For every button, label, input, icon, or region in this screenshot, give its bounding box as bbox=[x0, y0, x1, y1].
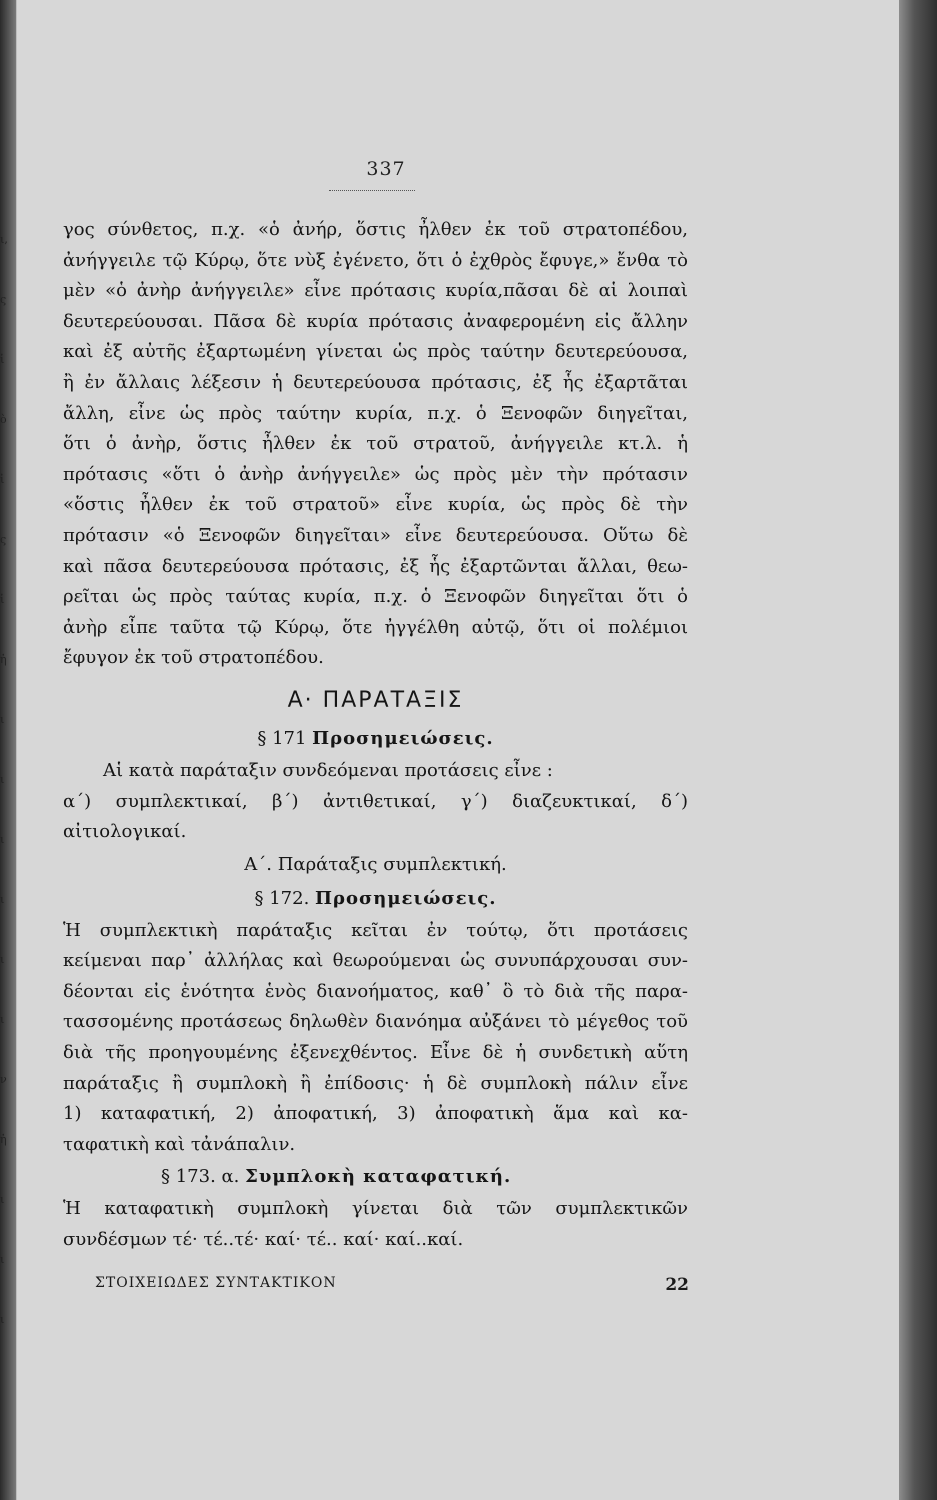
text-line: ρεῖται ὡς πρὸς ταύτας κυρία, π.χ. ὁ Ξενοφῶν διηγεῖται ὅτι ὁ bbox=[63, 586, 688, 608]
footer-title: ΣΤΟΙΧΕΙΩΔΕΣ ΣΥΝΤΑΚΤΙΚΟΝ bbox=[95, 1275, 337, 1291]
edge-char: ι bbox=[0, 893, 5, 906]
text-line: δέονται εἰς ἑνότητα ἑνὸς διανοήματος, καθ᾽ ὃ τὸ διὰ τῆς παρα- bbox=[63, 980, 688, 1002]
edge-char: ἡ bbox=[0, 1133, 7, 1146]
text-line: πρότασις «ὅτι ὁ ἀνὴρ ἀνήγγειλε» ὡς πρὸς μὲν τὴν πρότασιν bbox=[63, 463, 688, 485]
edge-char: ἱ bbox=[0, 593, 5, 606]
paragraph-173 bbox=[63, 1194, 688, 1255]
edge-char: ἡ bbox=[0, 653, 7, 666]
text-line: ἀνὴρ εἶπε ταῦτα τῷ Κύρῳ, ὅτε ἠγγέλθη αὐτῷ, ὅτι οἱ πολέμιοι bbox=[63, 616, 688, 638]
edge-char: ς bbox=[0, 533, 7, 546]
section-title: Προσημειώσεις. bbox=[312, 727, 494, 749]
text-line: συνδέσμων τέ· τέ..τέ· καί· τέ.. καί· καί..καί. bbox=[63, 1229, 464, 1251]
page-number-rule bbox=[329, 190, 415, 191]
text-line: ἢ ἐν ἄλλαις λέξεσιν ἡ δευτερεύουσα πρότασις, ἐξ ἧς ἐξαρτᾶται bbox=[63, 371, 688, 393]
text-line: Ἡ συμπλεκτικὴ παράταξις κεῖται ἐν τούτῳ, ὅτι προτάσεις bbox=[63, 919, 688, 941]
section-title: Προσημειώσεις. bbox=[315, 887, 497, 909]
section-number: § 173. α. bbox=[161, 1166, 240, 1188]
subsection-heading: Α΄. Παράταξις συμπλεκτική. bbox=[244, 853, 507, 875]
text-line: Ἡ καταφατικὴ συμπλοκὴ γίνεται διὰ τῶν συμπλεκτικῶν bbox=[63, 1198, 688, 1220]
edge-char: ι bbox=[0, 1013, 5, 1026]
text-line: ἀνήγγειλε τῷ Κύρῳ, ὅτε νὺξ ἐγένετο, ὅτι ὁ ἐχθρὸς ἔφυγε,» ἔνθα τὸ bbox=[63, 249, 688, 271]
binding-edge bbox=[0, 0, 16, 1500]
edge-char: ι bbox=[0, 1193, 5, 1206]
edge-char: ς bbox=[0, 293, 7, 306]
text-line: αἰτιολογικαί. bbox=[63, 821, 187, 843]
text-line: πρότασιν «ὁ Ξενοφῶν διηγεῖται» εἶνε δευτερεύουσα. Οὕτω δὲ bbox=[63, 524, 688, 546]
text-line: 1) καταφατική, 2) ἀποφατική, 3) ἀποφατικὴ ἅμα καὶ κα- bbox=[63, 1103, 688, 1125]
text-line: διὰ τῆς προηγουμένης ἐξενεχθέντος. Εἶνε δὲ ἡ συνδετικὴ αὕτη bbox=[63, 1042, 688, 1064]
text-line: ταφατικὴ καὶ τἀνάπαλιν. bbox=[63, 1133, 296, 1155]
edge-char: ὸ bbox=[0, 413, 7, 426]
text-line: «ὅστις ἦλθεν ἐκ τοῦ στρατοῦ» εἶνε κυρία, ὡς πρὸς δὲ τὴν bbox=[63, 494, 688, 516]
edge-char: ι bbox=[0, 773, 5, 786]
text-line: δευτερεύουσαι. Πᾶσα δὲ κυρία πρότασις ἀναφερομένη εἰς ἄλλην bbox=[63, 310, 688, 332]
section-173-title bbox=[63, 1160, 688, 1194]
text-line: καὶ πᾶσα δευτερεύουσα πρότασις, ἐξ ἧς ἐξαρτῶνται ἄλλαι, θεω- bbox=[63, 555, 688, 577]
text-line: παράταξις ἢ συμπλοκὴ ἢ ἐπίδοσις· ἡ δὲ συμπλοκὴ πάλιν εἶνε bbox=[63, 1072, 688, 1094]
page-number: 337 bbox=[366, 158, 406, 180]
text-line: καὶ ἐξ αὐτῆς ἐξαρτωμένη γίνεται ὡς πρὸς ταύτην δευτερεύουσα, bbox=[63, 341, 688, 363]
left-edge-fragments bbox=[0, 210, 14, 1350]
section-171-title bbox=[63, 722, 688, 756]
section-172-title bbox=[63, 882, 688, 916]
text-line: μὲν «ὁ ἀνὴρ ἀνήγγειλε» εἶνε πρότασις κυρία,πᾶσαι δὲ αἱ λοιπαὶ bbox=[63, 280, 688, 302]
edge-char: ἰ bbox=[0, 473, 5, 486]
edge-char: ι bbox=[0, 1253, 5, 1266]
section-heading: Α· ΠΑΡΑΤΑΞΙΣ bbox=[287, 687, 464, 713]
edge-char: ι bbox=[0, 833, 5, 846]
page-body bbox=[63, 215, 688, 1256]
text-line: ἔφυγον ἐκ τοῦ στρατοπέδου. bbox=[63, 647, 324, 669]
page-footer bbox=[95, 1275, 689, 1295]
section-number: § 172. bbox=[254, 887, 310, 909]
edge-char: ι, bbox=[0, 233, 8, 246]
text-line: τασσομένης προτάσεως δηλωθὲν διανόημα αὐξάνει τὸ μέγεθος τοῦ bbox=[63, 1011, 688, 1033]
book-page bbox=[16, 0, 901, 1500]
section-title: Συμπλοκὴ καταφατική. bbox=[245, 1166, 512, 1188]
paragraph-172 bbox=[63, 916, 688, 1161]
section-number: § 171 bbox=[257, 727, 307, 749]
scan-shadow bbox=[899, 0, 937, 1500]
text-line: ὅτι ὁ ἀνὴρ, ὅστις ἦλθεν ἐκ τοῦ στρατοῦ, ἀνήγγειλε κτ.λ. ἡ bbox=[63, 433, 688, 455]
edge-char: ι bbox=[0, 1313, 5, 1326]
text-line: γος σύνθετος, π.χ. «ὁ ἀνήρ, ὅστις ἦλθεν ἐκ τοῦ στρατοπέδου, bbox=[63, 219, 688, 240]
edge-char: ν bbox=[0, 1073, 7, 1086]
signature-mark: 22 bbox=[665, 1275, 689, 1295]
text-line: ἄλλη, εἶνε ὡς πρὸς ταύτην κυρία, π.χ. ὁ Ξενοφῶν διηγεῖται, bbox=[63, 402, 688, 424]
text-line: κείμεναι παρ᾽ ἀλλήλας καὶ θεωρούμεναι ὡς συνυπάρχουσαι συν- bbox=[63, 950, 688, 972]
edge-char: ι bbox=[0, 713, 5, 726]
edge-char: ἱ bbox=[0, 353, 5, 366]
paragraph-top bbox=[63, 215, 688, 674]
edge-char: ι bbox=[0, 953, 5, 966]
paragraph-171 bbox=[63, 756, 688, 848]
text-line: α΄) συμπλεκτικαί, β΄) ἀντιθετικαί, γ΄) διαζευκτικαί, δ΄) bbox=[63, 790, 688, 812]
text-line: Αἱ κατὰ παράταξιν συνδεόμεναι προτάσεις εἶνε : bbox=[103, 759, 553, 781]
